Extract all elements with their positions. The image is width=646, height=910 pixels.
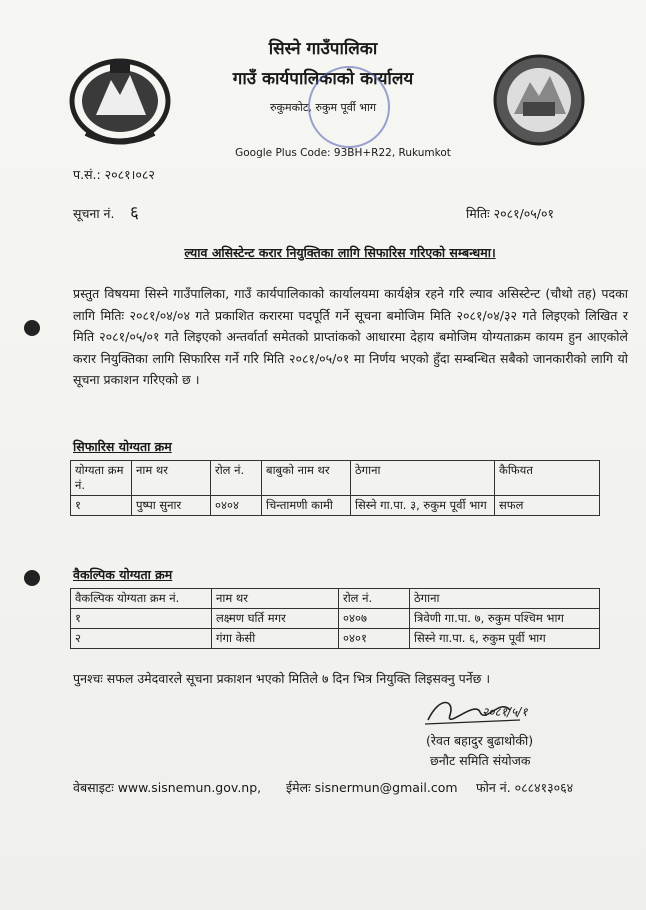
recommended-table [70,460,600,516]
footnote: पुनश्चः सफल उमेदवारले सूचना प्रकाशन भएको मितिले ७ दिन भित्र नियुक्ति लिइसक्नु पर्नेछ । [73,671,491,686]
table-cell: ०४०७ [339,609,410,629]
municipality-logo-icon [490,52,588,148]
column-header: ठेगाना [351,461,495,496]
plus-code: Google Plus Code: 93BH+R22, Rukumkot [235,147,451,159]
table-cell: १ [71,496,132,516]
notice-number-value: ६ [130,203,139,223]
notice-body: प्रस्तुत विषयमा सिस्ने गाउँपालिका, गाउँ कार्यपालिकाको कार्यालयमा कार्यक्षेत्र रहने गरि ल्याव असिस्टेन्ट (चौथो तह) पदका लागि मितिः २०८१/०४/०४ गते प्रकाशित करारमा पदपूर्ति गर्ने सूचना बमोजिम मिति २०८१/०४/३२ गते लिइएको लिखित र मिति २०८१/०५/०१ गते लिइएको अन्तर्वार्ता समेतको प्राप्तांकको आधारमा देहाय बमोजिम योग्यताक्रम कायम हुन आएकोले करार नियुक्तिका लागि सिफारिस गर्ने गरि मिति २०८१/०५/०१ मा निर्णय भएको हुँदा सम्बन्धित सबैको जानकारीको लागि यो सूचना प्रकाशन गरिएको छ । [73,286,628,387]
org-address: रुकुमकोट, रुकुम पूर्वी भाग [269,101,377,114]
punch-hole [24,570,40,586]
column-header: बाबुको नाम थर [262,461,351,496]
notice-number-label: सूचना नं. [73,206,115,221]
org-office: गाउँ कार्यपालिकाको कार्यालय [232,69,414,89]
table-cell: ०४०४ [211,496,262,516]
column-header: रोल नं. [211,461,262,496]
column-header: वैकल्पिक योग्यता क्रम नं. [71,589,212,609]
column-header: योग्यता क्रम नं. [71,461,132,496]
alternate-table [70,588,600,649]
reference-number: प.सं.: २०८१।०८२ [73,167,155,182]
column-header: रोल नं. [339,589,410,609]
table-row [71,609,600,629]
table-cell: सफल [495,496,600,516]
table-cell: पुष्पा सुनार [132,496,211,516]
table-cell: १ [71,609,212,629]
office-stamp [308,66,390,148]
table-cell: २ [71,629,212,649]
column-header: नाम थर [212,589,339,609]
table-row [71,496,600,516]
signatory-title: छनौट समिति संयोजक [430,753,531,768]
column-header: नाम थर [132,461,211,496]
table-cell: गंगा केसी [212,629,339,649]
notice-date: मितिः २०८१/०५/०१ [466,206,554,221]
table-cell: सिस्ने गा.पा. ३, रुकुम पूर्वी भाग [351,496,495,516]
table-header-row [71,589,600,609]
table-row [71,629,600,649]
signatory-name: (रेवत बहादुर बुढाथोकी) [426,733,534,748]
table-cell: त्रिवेणी गा.पा. ७, रुकुम पश्चिम भाग [410,609,600,629]
recommended-heading: सिफारिस योग्यता क्रम [73,439,172,454]
table-cell: सिस्ने गा.पा. ६, रुकुम पूर्वी भाग [410,629,600,649]
table-cell: लक्ष्मण घर्ति मगर [212,609,339,629]
table-cell: चिन्तामणी कामी [262,496,351,516]
punch-hole [24,320,40,336]
column-header: कैफियत [495,461,600,496]
nepal-emblem-icon [66,55,174,147]
org-name: सिस्ने गाउँपालिका [268,39,378,59]
alternate-heading: वैकल्पिक योग्यता क्रम [73,567,173,582]
phone-number: फोन नं. ०८८४१३०६४ [476,780,574,795]
notice-subject: ल्याव असिस्टेन्ट करार नियुक्तिका लागि सिफारिस गरिएको सम्बन्धमा। [184,245,496,260]
signature-date: २०८१/५/१ [482,705,528,719]
website-link[interactable]: वेबसाइटः www.sisnemun.gov.np, [73,780,262,795]
column-header: ठेगाना [410,589,600,609]
table-header-row [71,461,600,496]
table-cell: ०४०१ [339,629,410,649]
email-link[interactable]: ईमेलः sisnermun@gmail.com [286,780,458,795]
